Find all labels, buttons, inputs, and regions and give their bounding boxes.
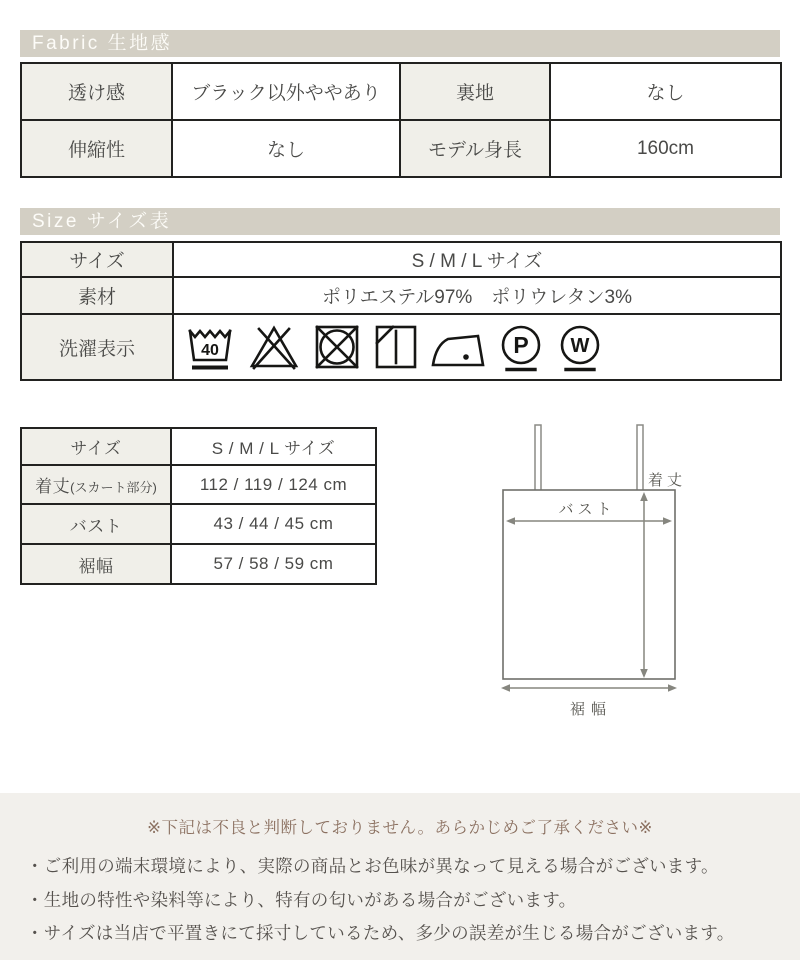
care-icons-row	[174, 321, 780, 373]
size-info-table	[20, 241, 782, 381]
notice-item: ・サイズは当店で平置きにて採寸しているため、多少の誤差が生じる場合がございます。	[26, 923, 735, 943]
size-label: サイズ	[21, 242, 173, 277]
measurements-table	[20, 427, 377, 585]
hem-label: 裾幅	[21, 544, 171, 584]
measurements-row-length	[21, 465, 376, 504]
care-label: 洗濯表示	[21, 314, 173, 380]
length-label: 着丈(スカート部分)	[21, 465, 171, 504]
measurements-row-bust	[21, 504, 376, 544]
size-section-title: Size サイズ表	[32, 211, 172, 232]
notice-item: ・ご利用の端末環境により、実際の商品とお色味が異なって見える場合がございます。	[26, 856, 719, 876]
size-info-row	[21, 242, 781, 277]
measurements-header-row	[21, 428, 376, 465]
bust-label: バスト	[21, 504, 171, 544]
garment-body	[503, 490, 675, 679]
no-tumble-dry-icon	[312, 321, 362, 373]
diagram-length-label: 着丈	[648, 472, 687, 489]
diagram-hem-label: 裾幅	[569, 701, 613, 718]
size-info-row	[21, 277, 781, 314]
right-strap	[637, 425, 643, 491]
notice-box	[0, 793, 800, 960]
wet-clean-w-icon	[556, 321, 604, 373]
notice-list	[0, 850, 800, 951]
fabric-table-row	[21, 120, 781, 177]
wash-40-icon	[186, 321, 236, 373]
diagram-bust-label: バスト	[558, 501, 616, 518]
measurements-size-value: S / M / L サイズ	[171, 428, 376, 465]
fabric-table-row	[21, 63, 781, 120]
hem-arrow	[501, 684, 677, 692]
material-value: ポリエステル97% ポリウレタン3%	[173, 277, 781, 314]
svg-text:W: W	[570, 335, 590, 357]
length-label-note: (スカート部分)	[70, 480, 157, 495]
dry-clean-p-icon	[497, 321, 545, 373]
fabric-value-lining: なし	[550, 63, 781, 120]
length-value: 112 / 119 / 124 cm	[171, 465, 376, 504]
fabric-table	[20, 62, 782, 178]
fabric-label-sheerness: 透け感	[21, 63, 172, 120]
left-strap	[535, 425, 541, 491]
svg-text:40: 40	[201, 342, 219, 359]
measurements-row-hem	[21, 544, 376, 584]
iron-low-icon	[430, 321, 486, 373]
material-label: 素材	[21, 277, 173, 314]
fabric-section-title: Fabric 生地感	[32, 33, 173, 54]
care-row	[21, 314, 781, 380]
care-icons-cell	[173, 314, 781, 380]
size-section-header	[20, 208, 780, 235]
fabric-section-header	[20, 30, 780, 57]
fabric-value-sheerness: ブラック以外ややあり	[172, 63, 400, 120]
fabric-value-stretch: なし	[172, 120, 400, 177]
fabric-label-model-height: モデル身長	[400, 120, 550, 177]
fabric-label-stretch: 伸縮性	[21, 120, 172, 177]
line-dry-shade-icon	[373, 321, 419, 373]
bust-value: 43 / 44 / 45 cm	[171, 504, 376, 544]
fabric-label-lining: 裏地	[400, 63, 550, 120]
size-value: S / M / L サイズ	[173, 242, 781, 277]
svg-text:P: P	[513, 332, 529, 358]
notice-item: ・生地の特性や染料等により、特有の匂いがある場合がございます。	[26, 889, 577, 910]
hem-value: 57 / 58 / 59 cm	[171, 544, 376, 584]
garment-measurement-diagram	[470, 423, 715, 723]
notice-title: ※下記は不良と判断しておりません。あらかじめご了承ください※	[147, 819, 653, 837]
no-bleach-icon	[247, 321, 301, 373]
fabric-value-model-height: 160cm	[550, 120, 781, 177]
measurements-size-label: サイズ	[21, 428, 171, 465]
